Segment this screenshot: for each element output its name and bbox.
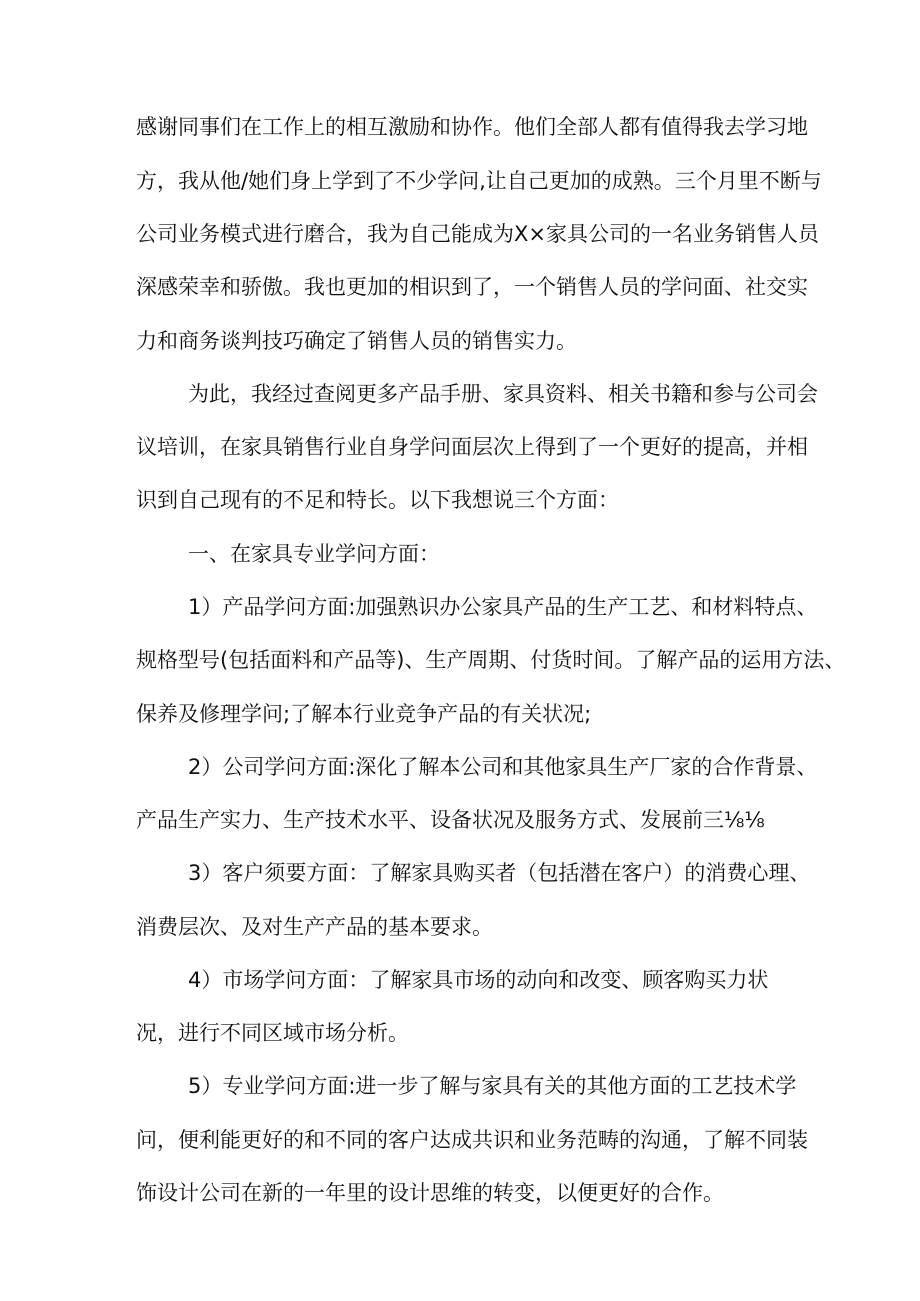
text-line: 消费层次、及对生产产品的基本要求。 bbox=[136, 915, 493, 939]
text-line: 为此，我经过查阅更多产品手册、家具资料、相关书籍和参与公司会 bbox=[188, 382, 818, 406]
text-line: 产品生产实力、生产技术水平、设备状况及服务方式、发展前三⅛⅛ bbox=[136, 808, 765, 832]
text-line: 3）客户须要方面：了解家具购买者（包括潜在客户）的消费心理、 bbox=[188, 861, 811, 885]
text-line: 保养及修理学问;了解本行业竞争产品的有关状况; bbox=[136, 702, 592, 726]
text-line: 1）产品学问方面:加强熟识办公家具产品的生产工艺、和材料特点、 bbox=[188, 595, 818, 619]
text-line: 力和商务谈判技巧确定了销售人员的销售实力。 bbox=[136, 329, 577, 353]
text-line: 况，进行不同区域市场分析。 bbox=[136, 1021, 409, 1045]
section-heading: 一、在家具专业学问方面： bbox=[188, 542, 440, 566]
text-line: 感谢同事们在工作上的相互激励和协作。他们全部人都有值得我去学习地 bbox=[136, 115, 808, 139]
text-line: 4）市场学问方面：了解家具市场的动向和改变、顾客购买力状 bbox=[188, 968, 769, 992]
text-line: 公司业务模式进行磨合，我为自己能成为X×家具公司的一名业务销售人员 bbox=[136, 222, 819, 246]
text-line: 2）公司学问方面:深化了解本公司和其他家具生产厂家的合作背景、 bbox=[188, 755, 818, 779]
text-line: 问，便利能更好的和不同的客户达成共识和业务范畴的沟通，了解不同装 bbox=[136, 1128, 808, 1152]
text-line: 方，我从他/她们身上学到了不少学问,让自己更加的成熟。三个月里不断与 bbox=[136, 169, 822, 193]
text-line: 饰设计公司在新的一年里的设计思维的转变，以便更好的合作。 bbox=[136, 1181, 724, 1205]
text-line: 5）专业学问方面:进一步了解与家具有关的其他方面的工艺技术学 bbox=[188, 1074, 797, 1098]
text-line: 规格型号(包括面料和产品等)、生产周期、付货时间。了解产品的运用方法、 bbox=[136, 648, 846, 672]
text-line: 识到自己现有的不足和特长。以下我想说三个方面： bbox=[136, 488, 619, 512]
text-line: 议培训，在家具销售行业自身学问面层次上得到了一个更好的提高，并相 bbox=[136, 435, 808, 459]
text-line: 深感荣幸和骄傲。我也更加的相识到了，一个销售人员的学问面、社交实 bbox=[136, 275, 808, 299]
